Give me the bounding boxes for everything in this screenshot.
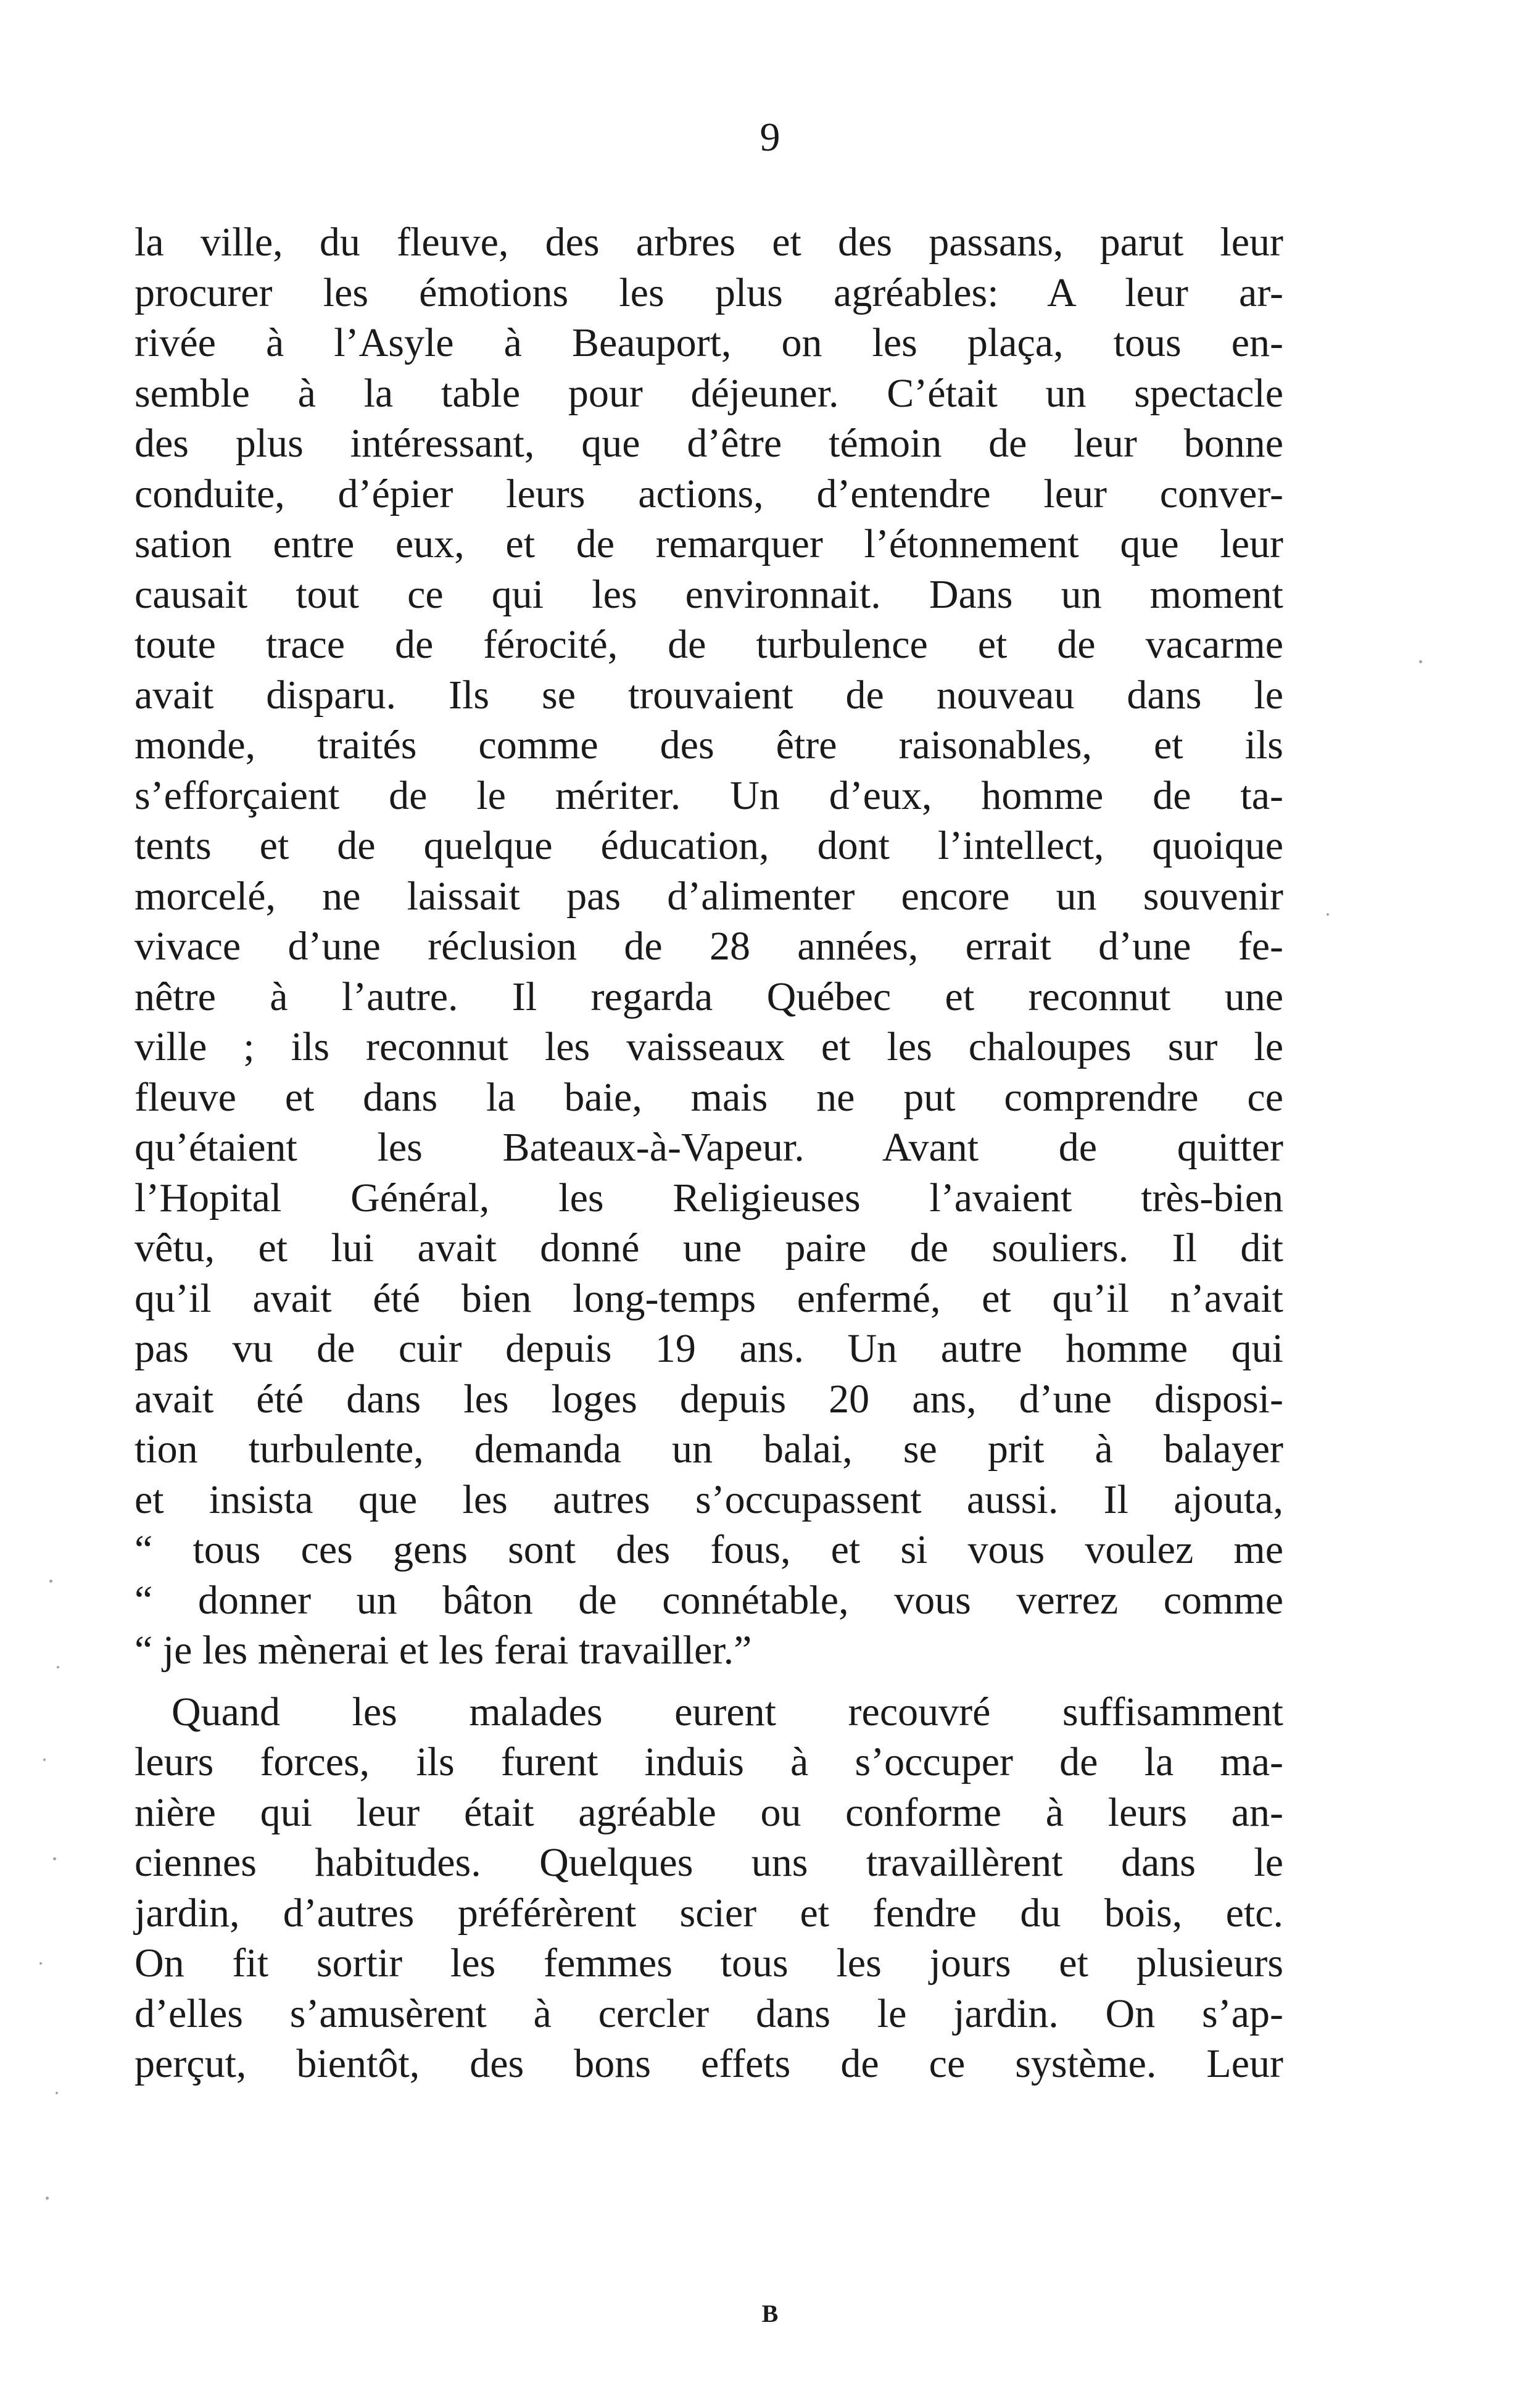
text-line: avait été dans les loges depuis 20 ans, d’une disposi- xyxy=(135,1376,1283,1422)
scan-speck xyxy=(57,1666,59,1668)
text-line: s’efforçaient de le mériter. Un d’eux, homme de ta- xyxy=(135,773,1283,818)
paragraph-2 xyxy=(135,1687,1283,1738)
text-line: “ tous ces gens sont des fous, et si vous voulez me xyxy=(135,1527,1283,1572)
text-line: perçut, bientôt, des bons effets de ce système. Leur xyxy=(135,2041,1283,2086)
scan-speck xyxy=(56,2092,58,2094)
text-line: conduite, d’épier leurs actions, d’entendre leur conver- xyxy=(135,471,1283,516)
text-line: qu’étaient les Bateaux-à-Vapeur. Avant de quitter xyxy=(135,1125,1283,1170)
paragraph-2-continued xyxy=(135,1737,1283,2089)
text-line: et insista que les autres s’occupassent aussi. Il ajouta, xyxy=(135,1477,1283,1522)
scan-speck xyxy=(49,1580,52,1583)
text-line: fleuve et dans la baie, mais ne put comprendre ce xyxy=(135,1074,1283,1120)
paragraph-1 xyxy=(135,217,1283,1676)
paragraph-gap xyxy=(135,1676,1283,1687)
scan-speck xyxy=(1419,660,1422,663)
text-line: d’elles s’amusèrent à cercler dans le jardin. On s’ap- xyxy=(135,1991,1283,2036)
text-line: Quand les malades eurent recouvré suffisamment xyxy=(172,1689,1283,1734)
text-line: l’Hopital Général, les Religieuses l’avaient très-bien xyxy=(135,1175,1283,1220)
text-line: pas vu de cuir depuis 19 ans. Un autre homme qui xyxy=(135,1326,1283,1371)
scan-speck xyxy=(1327,913,1329,916)
text-line: rivée à l’Asyle à Beauport, on les plaça, tous en- xyxy=(135,320,1283,365)
text-line: “ je les mènerai et les ferai travailler.” xyxy=(135,1628,752,1673)
text-line: vivace d’une réclusion de 28 années, errait d’une fe- xyxy=(135,924,1283,969)
text-line: qu’il avait été bien long-temps enfermé, et qu’il n’avait xyxy=(135,1275,1283,1321)
scan-speck xyxy=(46,2197,49,2200)
text-line: ville ; ils reconnut les vaisseaux et les chaloupes sur le xyxy=(135,1024,1283,1069)
text-line: nêtre à l’autre. Il regarda Québec et reconnut une xyxy=(135,974,1283,1019)
text-line: des plus intéressant, que d’être témoin de leur bonne xyxy=(135,421,1283,466)
scan-speck xyxy=(53,1857,56,1860)
text-line: morcelé, ne laissait pas d’alimenter encore un souvenir xyxy=(135,873,1283,919)
scan-speck xyxy=(39,1962,42,1965)
text-line: causait tout ce qui les environnait. Dans un moment xyxy=(135,571,1283,617)
text-line: procurer les émotions les plus agréables: A leur ar- xyxy=(135,270,1283,315)
text-line: nière qui leur était agréable ou conforme à leurs an- xyxy=(135,1789,1283,1835)
text-line: leurs forces, ils furent induis à s’occuper de la ma- xyxy=(135,1739,1283,1784)
text-line: la ville, du fleuve, des arbres et des passans, parut leur xyxy=(135,220,1283,265)
text-line: vêtu, et lui avait donné une paire de souliers. Il dit xyxy=(135,1225,1283,1270)
text-line: semble à la table pour déjeuner. C’était un spectacle xyxy=(135,370,1283,416)
signature-mark: B xyxy=(761,2300,779,2327)
text-line: jardin, d’autres préférèrent scier et fendre du bois, etc. xyxy=(135,1890,1283,1936)
page-number: 9 xyxy=(760,115,780,160)
body-text xyxy=(135,217,1283,2089)
text-line: ciennes habitudes. Quelques uns travaillèrent dans le xyxy=(135,1840,1283,1885)
scan-speck xyxy=(43,1759,46,1761)
text-line: “ donner un bâton de connétable, vous verrez comme xyxy=(135,1577,1283,1623)
text-line: sation entre eux, et de remarquer l’étonnement que leur xyxy=(135,521,1283,566)
text-line: On fit sortir les femmes tous les jours et plusieurs xyxy=(135,1941,1283,1986)
text-line: monde, traités comme des être raisonables, et ils xyxy=(135,723,1283,768)
text-line: toute trace de férocité, de turbulence et de vacarme xyxy=(135,622,1283,667)
text-line: avait disparu. Ils se trouvaient de nouveau dans le xyxy=(135,672,1283,718)
text-line: tion turbulente, demanda un balai, se prit à balayer xyxy=(135,1427,1283,1472)
text-line: tents et de quelque éducation, dont l’intellect, quoique xyxy=(135,823,1283,868)
